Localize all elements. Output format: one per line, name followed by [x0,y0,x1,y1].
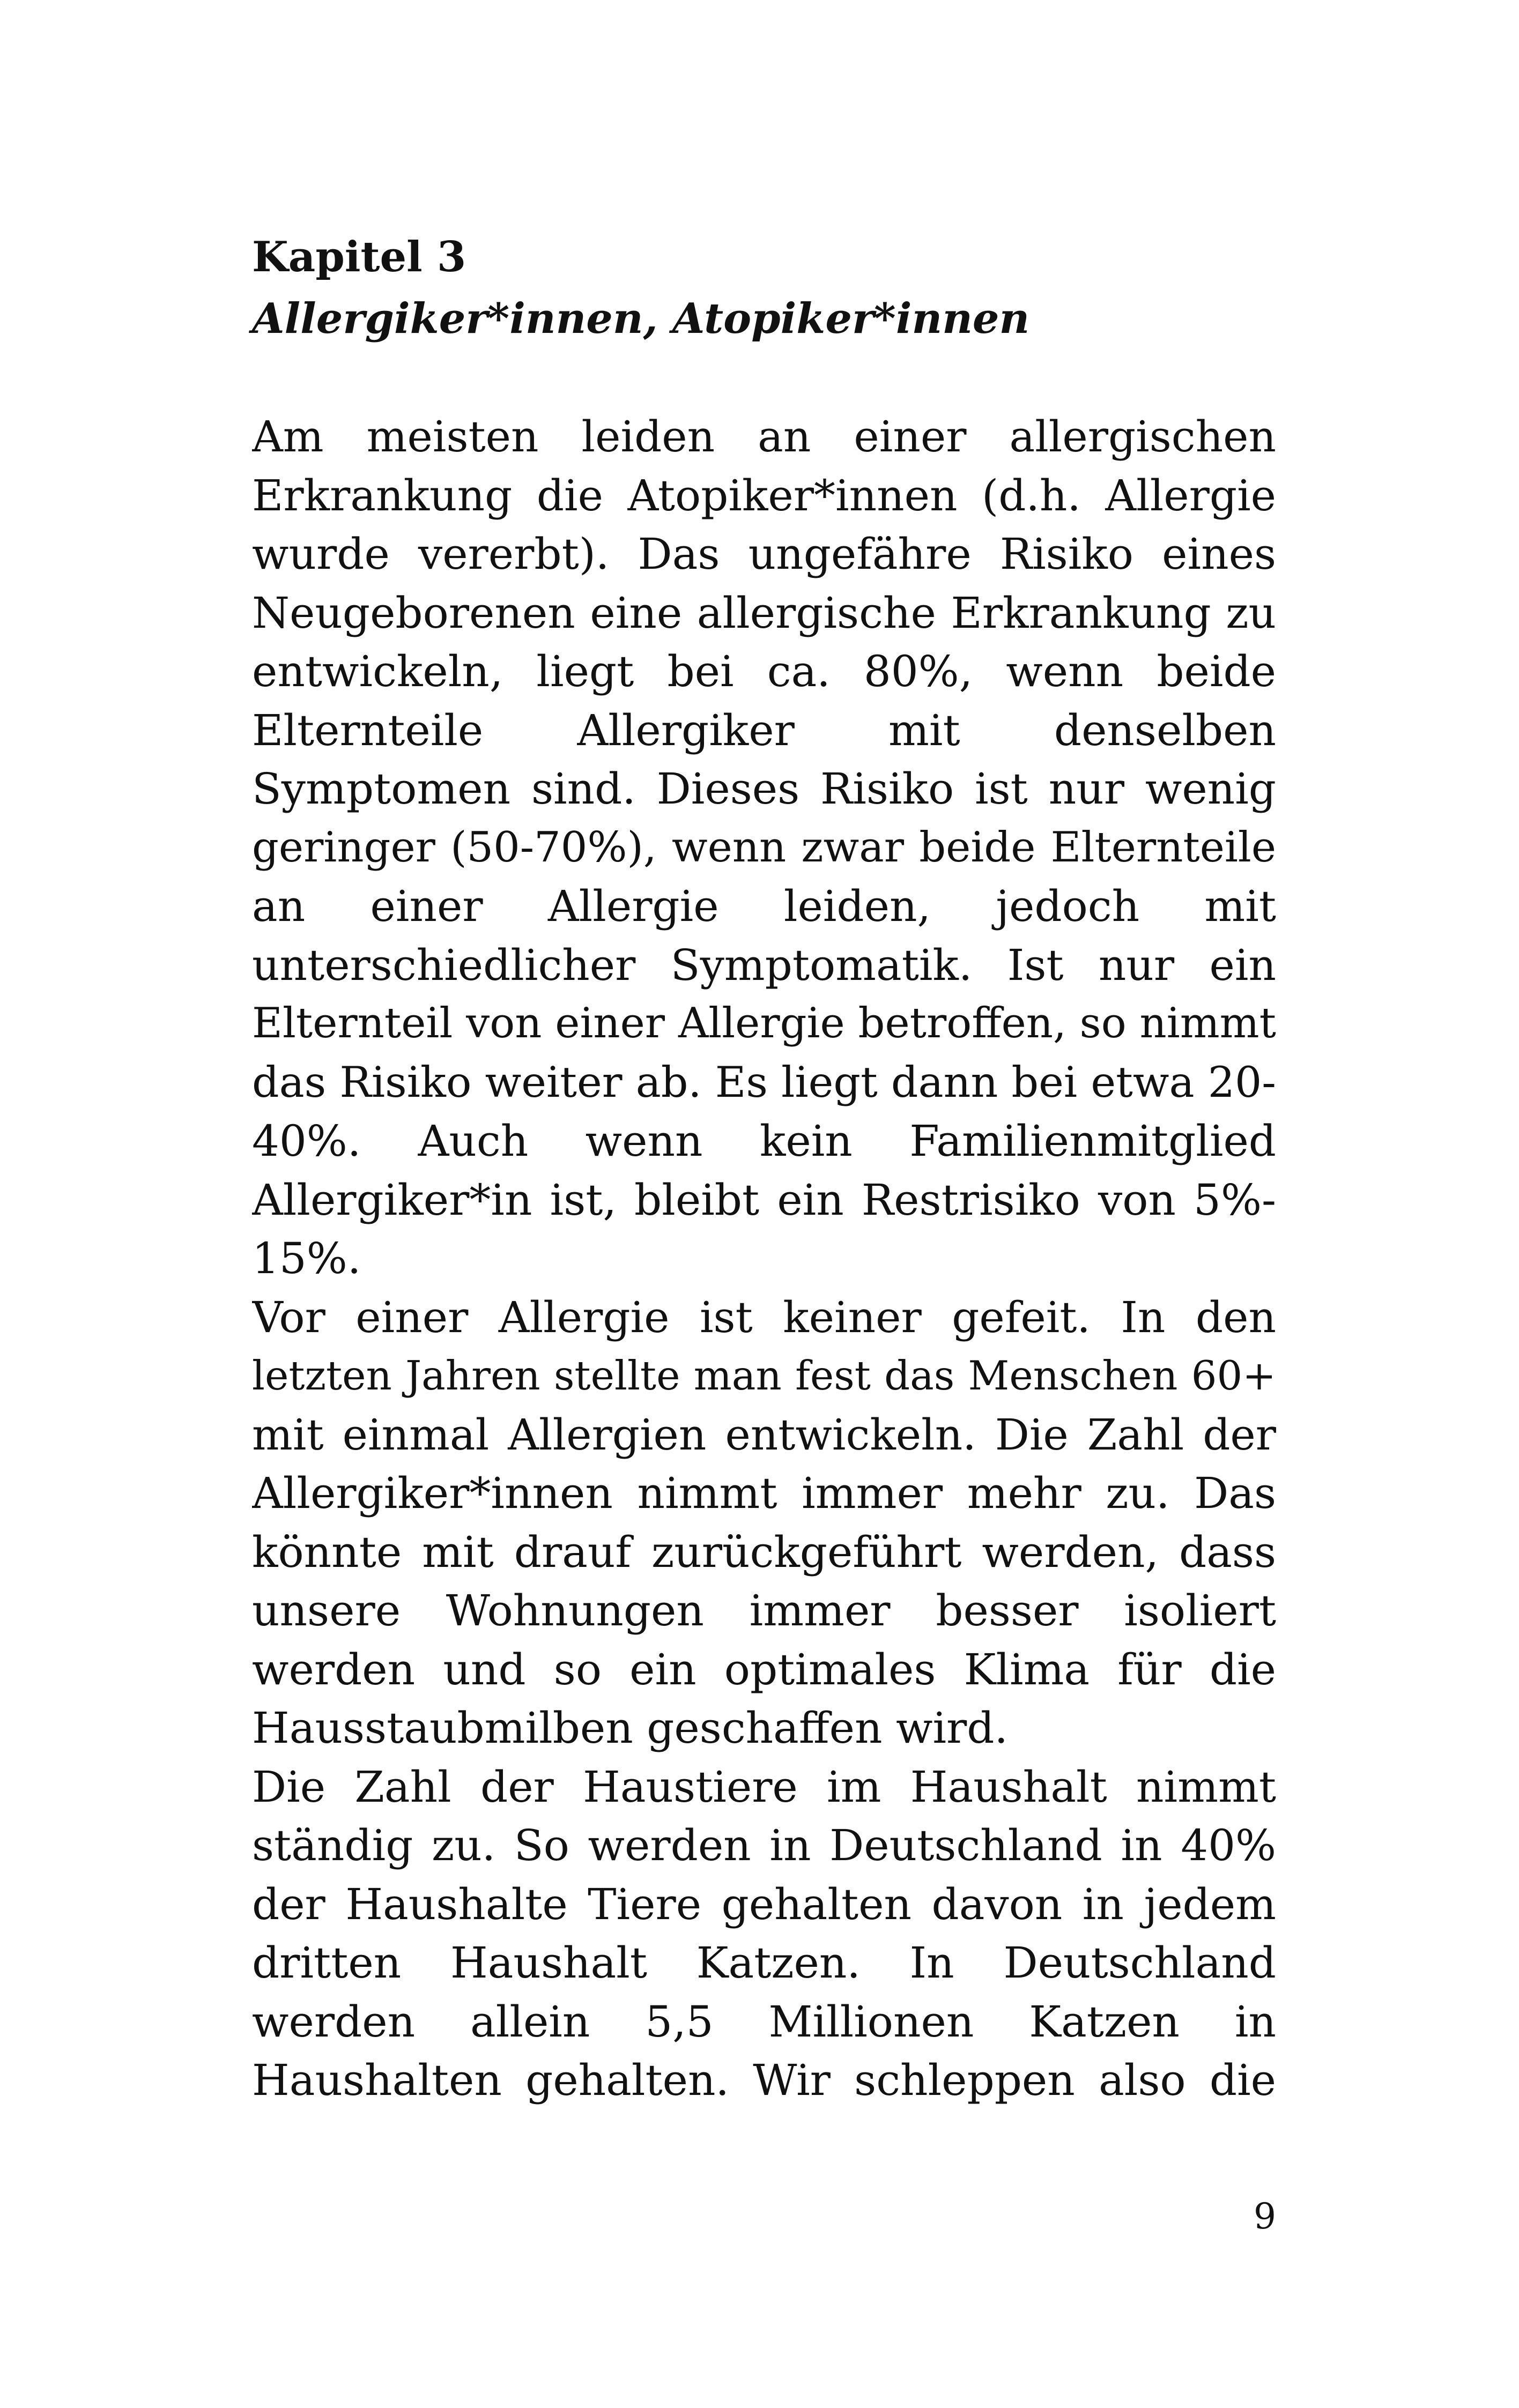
text-line: könnte mit drauf zurückgeführt werden, dass [252,1527,1276,1577]
text-line: dritten Haushalt Katzen. In Deutschland [252,1938,1276,1988]
page-number: 9 [1254,2196,1276,2237]
text-line: Am meisten leiden an einer allergischen [252,412,1276,462]
text-line: 40%. Auch wenn kein Familienmitglied [252,1116,1276,1166]
text-line: Elternteil von einer Allergie betroffen, so nimmt [252,999,1276,1047]
text-line: Haushalten gehalten. Wir schleppen also die [252,2055,1276,2105]
text-line: Die Zahl der Haustiere im Haushalt nimmt [252,1762,1276,1812]
text-line: Neugeborenen eine allergische Erkrankung zu [252,588,1276,638]
text-line: werden und so ein optimales Klima für die [252,1644,1276,1694]
chapter-title: Allergiker*innen, Atopiker*innen [252,294,1030,343]
body-text [252,407,1276,2110]
text-line: mit einmal Allergien entwickeln. Die Zahl der [252,1409,1276,1460]
text-line: das Risiko weiter ab. Es liegt dann bei etwa 20- [252,1057,1276,1107]
chapter-label: Kapitel 3 [252,233,466,281]
text-line: werden allein 5,5 Millionen Katzen in [252,1996,1276,2047]
text-line: Vor einer Allergie ist keiner gefeit. In den [252,1292,1276,1342]
text-line: Symptomen sind. Dieses Risiko ist nur wenig [252,764,1276,814]
text-line: an einer Allergie leiden, jedoch mit [252,881,1276,931]
text-line: entwickeln, liegt bei ca. 80%, wenn beide [252,646,1276,696]
text-line: unsere Wohnungen immer besser isoliert [252,1586,1276,1636]
text-line: Erkrankung die Atopiker*innen (d.h. Allergie [252,470,1276,521]
text-line: geringer (50-70%), wenn zwar beide Elternteile [252,823,1276,872]
text-line: Allergiker*in ist, bleibt ein Restrisiko von 5%- [252,1175,1276,1225]
text-line: unterschiedlicher Symptomatik. Ist nur ein [252,940,1276,990]
text-line: der Haushalte Tiere gehalten davon in jedem [252,1879,1276,1929]
text-line: 15%. [252,1233,361,1283]
text-line: ständig zu. So werden in Deutschland in 40% [252,1820,1276,1870]
text-line: Allergiker*innen nimmt immer mehr zu. Das [252,1468,1276,1518]
text-line: Hausstaubmilben geschaffen wird. [252,1703,1008,1753]
text-line: letzten Jahren stellte man fest das Menschen 60+ [252,1352,1276,1399]
text-line: wurde vererbt). Das ungefähre Risiko eines [252,529,1276,579]
text-line: Elternteile Allergiker mit denselben [252,705,1276,755]
